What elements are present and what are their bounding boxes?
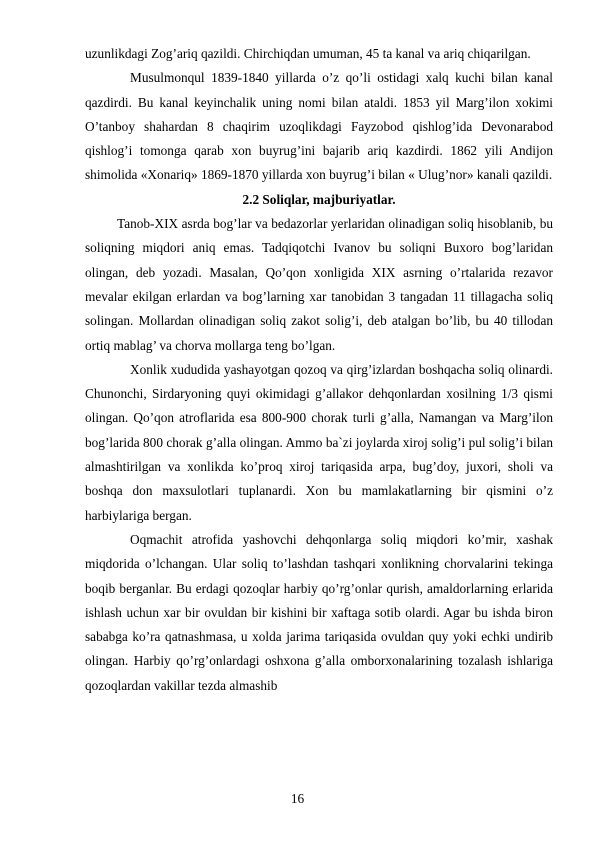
page-number: 16 xyxy=(290,791,305,806)
paragraph-musulmonqul: Musulmonqul 1839-1840 yillarda o’z qo’li ostidagi xalq kuchi bilan kanal qazdirdi. Bu kanal keyinchalik uning nomi bilan ataldi. 1853 yil Marg’ilon xokimi O’tanboy shahardan 8 chaqirim uzoqlikdagi Fayzobod qishlog’ida Devonarabod qishlog’i tomonga qarab xon buyrug’ini bajarib ariq kazdirdi. 1862 yili Andijon shimolida «Xonariq» 1869-1870 yillarda xon buyrug’i bilan « Ulug’nor» kanali qazildi. xyxy=(85,70,553,183)
section-heading: 2.2 Soliqlar, majburiyatlar. xyxy=(242,191,396,207)
paragraph-continuation: uzunlikdagi Zog’ariq qazildi. Chirchiqdan umuman, 45 ta kanal va ariq chiqarilgan. xyxy=(85,46,531,61)
paragraph-tanob: Tanob-XIX asrda bog’lar va bedazorlar yerlaridan olinadigan soliq hisoblanib, bu soliqning miqdori aniq emas. Tadqiqotchi Ivanov bu soliqni Buxoro bog’laridan olingan, deb yozadi. Masalan, Qo’qon xonligida XIX asrning o’rtalarida rezavor mevalar ekilgan erlardan va bog’larning xar tanobidan 3 tangadan 11 tillagacha soliq solingan. Mollardan olinadigan soliq zakot solig’i, deb atalgan bo’lib, bu 40 tillodan ortiq mablag’ va chorva mollarga teng bo’lgan. xyxy=(85,216,553,353)
paragraph-oqmachit: Oqmachit atrofida yashovchi dehqonlarga soliq miqdori ko’mir, xashak miqdorida o’lchangan. Ular soliq to’lashdan tashqari xonlikning chorvalarini tekinga boqib berganlar. Bu erdagi qozoqlar harbiy qo’rg’onlar qurish, amaldorlarning erlarida ishlash uchun xar bir ovuldan bir kishini bir xaftaga sotib olardi. Agar bu ishda biron sababga ko’ra qatnashmasa, u xolda jarima tariqasida ovuldan quy yoki echki undirib olingan. Harbiy qo’rg’onlardagi oshxona g’alla omborxonalarining tozalash ishlariga qozoqlardan vakillar tezda almashib xyxy=(85,531,553,693)
document-body xyxy=(85,42,553,698)
paragraph-xonlik: Xonlik xududida yashayotgan qozoq va qirg’izlardan boshqacha soliq olinardi. Chunonchi, Sirdaryoning quyi okimidagi g’allakor dehqonlardan xosilning 1/3 qismi olingan. Qo’qon atroflarida esa 800-900 chorak turli g’alla, Namangan va Marg’ilon bog’larida 800 chorak g’alla olingan. Ammo ba`zi joylarda xiroj solig’i pul solig’i bilan almashtirilgan va xonlikda ko’proq xiroj tariqasida arpa, bug’doy, juxori, sholi va boshqa don maxsulotlari tuplanardi. Xon bu mamlakatlarning bir qismini o’z harbiylariga bergan. xyxy=(85,361,553,523)
